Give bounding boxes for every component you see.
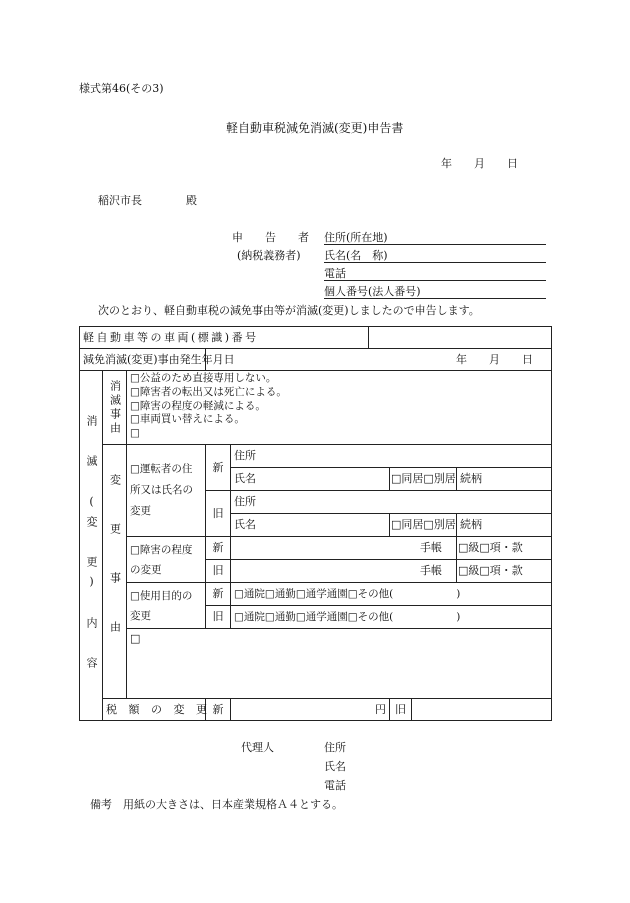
- driver-old-relation[interactable]: 続柄: [457, 514, 552, 537]
- remarks: 備考 用紙の大きさは、日本産業規格Ａ４とする。: [90, 798, 343, 811]
- addressee: 稲沢市長 殿: [98, 194, 197, 207]
- driver-new-name[interactable]: 氏名: [231, 468, 390, 491]
- agent-address-label[interactable]: 住所: [324, 741, 346, 754]
- driver-old-label: 旧: [206, 491, 231, 537]
- intro-text: 次のとおり、軽自動車税の減免事由等が消滅(変更)しましたので申告します。: [98, 304, 480, 317]
- agent-phone-label[interactable]: 電話: [324, 779, 346, 792]
- vehicle-number-field[interactable]: [369, 327, 552, 349]
- tax-old-label: 旧: [390, 699, 412, 720]
- tax-new-label: 新: [206, 699, 231, 721]
- disability-old-label: 旧: [206, 560, 231, 583]
- extinction-option-moved-or-deceased[interactable]: □障害者の転出又は死亡による。: [130, 385, 287, 398]
- declarant-id-label: 個人番号(法人番号): [324, 285, 421, 298]
- declarant-phone-field[interactable]: [324, 280, 546, 281]
- tax-change-label: 税 額 の 変 更: [103, 699, 206, 721]
- declarant-phone-label: 電話: [324, 267, 346, 280]
- event-date-field[interactable]: 年 月 日: [206, 349, 552, 371]
- declarant-name-label: 氏名(名 称): [324, 249, 388, 262]
- event-date-label: 減免消滅(変更)事由発生年月日: [80, 349, 206, 371]
- purpose-new-label: 新: [206, 583, 231, 606]
- purpose-old-options[interactable]: □通院□通勤□通学通園□その他( ): [231, 606, 552, 629]
- extinction-option-vehicle-replaced[interactable]: □車両買い替えによる。: [130, 413, 245, 426]
- declaration-table: [79, 326, 552, 721]
- change-label: 変更事由: [103, 445, 127, 699]
- purpose-new-options[interactable]: □通院□通勤□通学通園□その他( ): [231, 583, 552, 606]
- declarant-id-field[interactable]: [324, 298, 546, 299]
- disability-old-notebook[interactable]: 手帳: [231, 560, 457, 583]
- extinction-label: 消滅事由: [103, 371, 127, 445]
- driver-change-option[interactable]: □運転者の住所又は氏名の変更: [127, 445, 206, 537]
- extinction-options[interactable]: [127, 371, 552, 445]
- other-change-option[interactable]: □: [127, 629, 552, 699]
- driver-new-relation[interactable]: 続柄: [457, 468, 552, 491]
- content-outer-label: 消 滅 (変 更) 内 容: [80, 371, 103, 721]
- driver-old-cohabit[interactable]: □同居□別居: [390, 514, 457, 537]
- disability-old-grade[interactable]: □級□項・款: [457, 560, 552, 583]
- disability-new-grade[interactable]: □級□項・款: [457, 537, 552, 560]
- disability-change-option[interactable]: □障害の程度の変更: [127, 537, 206, 583]
- agent-name-label[interactable]: 氏名: [324, 760, 346, 773]
- driver-new-label: 新: [206, 445, 231, 491]
- agent-label: 代理人: [241, 741, 274, 754]
- driver-old-name[interactable]: 氏名: [231, 514, 390, 537]
- disability-new-label: 新: [206, 537, 231, 560]
- tax-new-amount[interactable]: 円: [231, 699, 390, 721]
- declarant-sublabel: (納税義務者): [237, 249, 301, 262]
- declarant-label: 申 告 者: [232, 231, 309, 244]
- extinction-option-other[interactable]: □: [130, 427, 140, 440]
- declarant-name-field[interactable]: [324, 262, 546, 263]
- form-number: 様式第46(その3): [79, 82, 164, 95]
- declarant-address-field[interactable]: [324, 244, 546, 245]
- extinction-option-disability-reduced[interactable]: □障害の程度の軽減による。: [130, 399, 266, 412]
- submission-date: 年 月 日: [441, 157, 518, 170]
- document-title: 軽自動車税減免消滅(変更)申告書: [226, 121, 404, 135]
- vehicle-number-label: 軽自動車等の車両(標識)番号: [80, 327, 369, 349]
- purpose-change-option[interactable]: □使用目的の変更: [127, 583, 206, 629]
- driver-new-cohabit[interactable]: □同居□別居: [390, 468, 457, 491]
- disability-new-notebook[interactable]: 手帳: [231, 537, 457, 560]
- driver-new-address[interactable]: 住所: [231, 445, 552, 468]
- purpose-old-label: 旧: [206, 606, 231, 629]
- driver-old-address[interactable]: 住所: [231, 491, 552, 514]
- declarant-address-label: 住所(所在地): [324, 231, 388, 244]
- extinction-option-public-use[interactable]: □公益のため直接専用しない。: [130, 372, 277, 384]
